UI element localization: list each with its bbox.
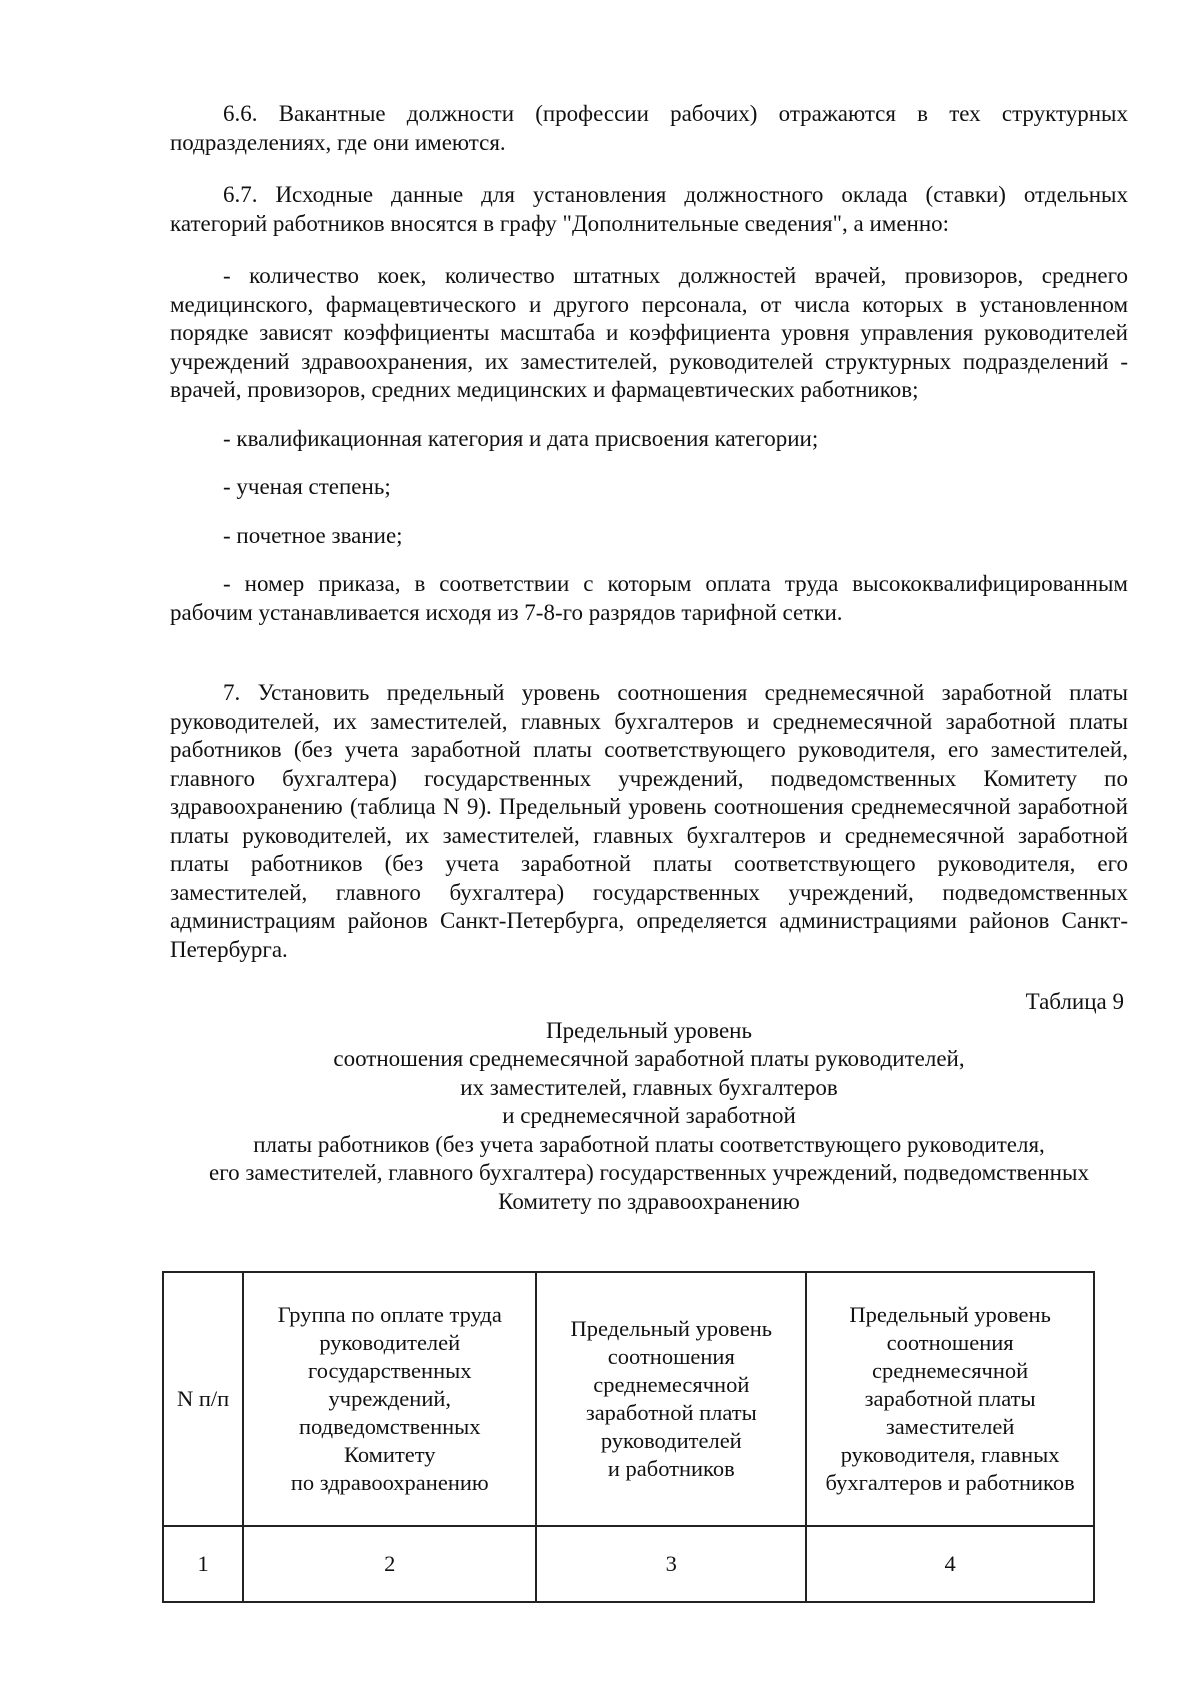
header-line: заработной платы — [585, 1400, 757, 1425]
header-cell-deputies-ratio — [806, 1272, 1094, 1526]
list-item-beds-staff: - количество коек, количество штатных должностей врачей, провизоров, среднего медицинского, фармацевтического и другого персонала, от числа которых в установленном порядке зависят коэффициенты масштаба и коэффициента уровня управления руководителей учреждений здравоохранения, их заместителей, руководителей структурных подразделений - врачей, провизоров, средних медицинских и фармацевтических работников; — [170, 263, 1128, 402]
header-line: N п/п — [176, 1386, 230, 1411]
header-line: подведомственных — [299, 1414, 481, 1439]
caption-line: платы работников (без учета заработной платы соответствующего руководителя, — [253, 1131, 1045, 1157]
list-item-honorary-title: - почетное звание; — [223, 522, 403, 548]
list-item-order-number: - номер приказа, в соответствии с которым оплата труда высококвалифицированным рабочим устанавливается исходя из 7-8-го разрядов тарифной сетки. — [170, 571, 1128, 625]
header-line: государственных — [308, 1358, 472, 1383]
caption-line: его заместителей, главного бухгалтера) государственных учреждений, подведомственных — [209, 1160, 1089, 1185]
paragraph-7: 7. Установить предельный уровень соотношения среднемесячной заработной платы руководителей, их заместителей, главных бухгалтеров и среднемесячной заработной платы работников (без учета заработной платы соответствующего руководителя, его заместителей, главного бухгалтера) государственных учреждений, подведомственных Комитету по здравоохранению (таблица N 9). Предельный уровень соотношения среднемесячной заработной платы руководителей, их заместителей, главных бухгалтеров и среднемесячной заработной платы работников (без учета заработной платы соответствующего руководителя, его заместителей, главного бухгалтера) государственных учреждений, подведомственных администрациям районов Санкт-Петербурга, определяется администрациями районов Санкт-Петербурга. — [170, 680, 1128, 962]
paragraph-6-7-intro: 6.7. Исходные данные для установления должностного оклада (ставки) отдельных категорий работников вносятся в графу "Дополнительные сведения", а именно: — [170, 182, 1128, 236]
header-cell-number — [163, 1272, 243, 1526]
header-line: соотношения — [886, 1330, 1014, 1355]
header-line: руководителей — [600, 1428, 742, 1453]
header-line: Предельный уровень — [570, 1316, 773, 1341]
caption-line: Комитету по здравоохранению — [498, 1188, 800, 1214]
document-page — [170, 100, 1128, 1216]
header-line: Комитету — [343, 1442, 436, 1467]
header-line: и работников — [607, 1456, 735, 1481]
caption-line: соотношения среднемесячной заработной платы руководителей, — [333, 1046, 965, 1071]
table-header-row — [163, 1272, 1094, 1526]
paragraph-6-6: 6.6. Вакантные должности (профессии рабочих) отражаются в тех структурных подразделениях, где они имеются. — [170, 101, 1128, 155]
header-line: по здравоохранению — [290, 1470, 489, 1495]
header-line: Предельный уровень — [849, 1302, 1051, 1327]
column-number-cell: 1 — [163, 1526, 243, 1602]
header-line: заработной платы — [864, 1386, 1036, 1411]
caption-line: их заместителей, главных бухгалтеров — [460, 1074, 838, 1100]
header-cell-group — [243, 1272, 536, 1526]
list-item-qualification: - квалификационная категория и дата присвоения категории; — [223, 425, 819, 451]
list-item-degree: - ученая степень; — [223, 474, 391, 499]
header-line: соотношения — [607, 1344, 735, 1369]
header-line: Группа по оплате труда — [277, 1302, 502, 1327]
table-caption — [170, 1017, 1128, 1217]
header-line: руководителей — [319, 1330, 461, 1355]
table-9 — [162, 1271, 1095, 1603]
header-line: среднемесячной — [593, 1372, 750, 1397]
header-line: заместителей — [885, 1414, 1015, 1439]
header-line: учреждений, — [328, 1386, 452, 1411]
table-label: Таблица 9 — [1025, 989, 1124, 1014]
header-line: бухгалтеров и работников — [825, 1470, 1075, 1495]
header-line: руководителя, главных — [840, 1442, 1060, 1467]
header-cell-heads-ratio — [536, 1272, 806, 1526]
table-column-number-row — [163, 1526, 1094, 1602]
column-number-cell: 2 — [243, 1526, 536, 1602]
column-number-cell: 3 — [536, 1526, 806, 1602]
caption-line: Предельный уровень — [546, 1017, 752, 1043]
header-line: среднемесячной — [872, 1358, 1029, 1383]
caption-line: и среднемесячной заработной — [502, 1103, 796, 1128]
column-number-cell: 4 — [806, 1526, 1094, 1602]
